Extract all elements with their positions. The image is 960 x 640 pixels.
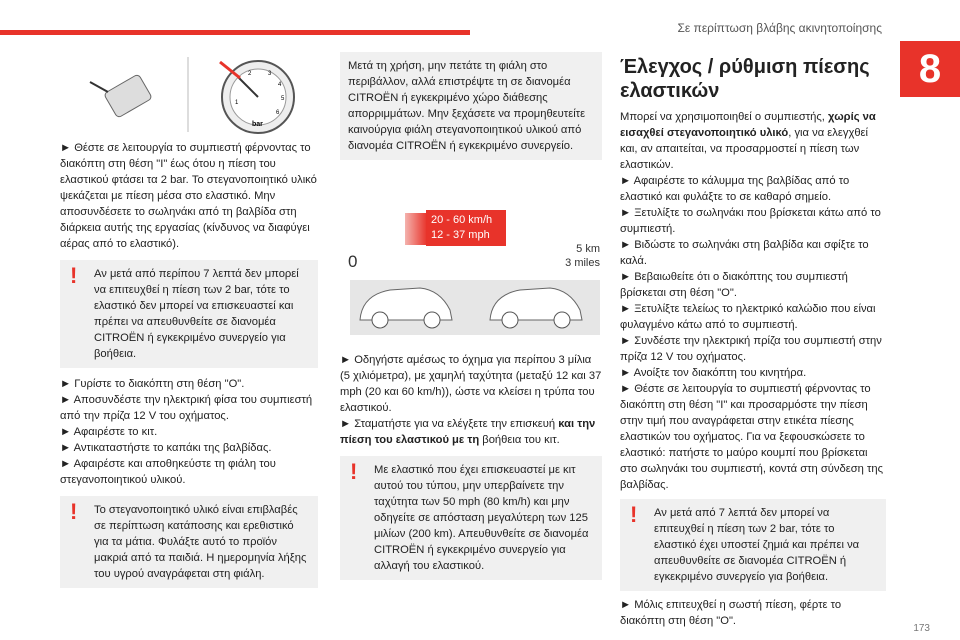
pressure-gauge-icon (220, 61, 294, 133)
step-disconnect: ► Αποσυνδέστε την ηλεκτρική φίσα του συμπιεστή από την πρίζα 12 V του οχήματος. (60, 394, 313, 422)
step-finish: ► Μόλις επιτευχθεί η σωστή πίεση, φέρτε το διακόπτη στη θέση "O". (620, 599, 842, 627)
warning-box-sealant: ! Το στεγανοποιητικό υλικό είναι επιβλαβές σε περίπτωση κατάποσης και ερεθιστικό για τα μάτια. Φυλάξτε αυτό το προϊόν μακριά από τα παιδιά. Η ημερομηνία λήξης του υγρού αναγράφεται στη φιάλη. (60, 496, 318, 588)
svg-text:4: 4 (278, 82, 282, 88)
speed-label: 20 - 60 km/h 12 - 37 mph (426, 210, 506, 246)
svg-text:5: 5 (281, 96, 285, 102)
warning-box-speed-limit: ! Με ελαστικό που έχει επισκευαστεί με κιτ αυτού του τύπου, μην υπερβαίνετε την ταχύτητα των 50 mph (80 km/h) και μην οδηγείτε σε απόσταση μεγαλύτερη των 125 μιλίων (200 km). Απευθυνθείτε σε διανομέα CITROËN ή εγκεκριμένο συνεργείο για αλλαγή του ελαστικού. (340, 456, 602, 580)
speed-arrow-icon (405, 213, 427, 245)
step-connect-plug: ► Συνδέστε την ηλεκτρική πρίζα του συμπιεστή στην πρίζα 12 V του οχήματος. (620, 335, 882, 363)
column-3 (620, 55, 886, 629)
svg-text:1: 1 (235, 100, 239, 106)
warning-icon: ! (630, 502, 638, 527)
step-adjust-pressure: ► Θέστε σε λειτουργία το συμπιεστή φέρνοντας το διακόπτη στη θέση "I" και προσαρμόστε την πίεση στην τιμή που αναγράφεται στην ετικέτα πίεσης ελαστικών του οχήματος. Για να ξεφουσκώσετε το ελαστικό: πατήστε το μαύρο κουμπί που βρίσκεται στο σωληνάκι του συμπιεστή, κοντά στη σύνδεση της βαλβίδας. (620, 383, 883, 491)
section-title: Έλεγχος / ρύθμιση πίεσης ελαστικών (620, 56, 870, 102)
svg-text:2: 2 (248, 71, 252, 77)
step-start-compressor: ► Θέστε σε λειτουργία το συμπιεστή φέρνοντας το διακόπτη στη θέση "I" έως ότου η πίεση του ελαστικού φτάσει τα 2 bar. Το στεγανοποιητικό υλικό ψεκάζεται με πίεση μέσα στο ελαστικό. Μην αποσυνδέσετε το σωληνάκι από τη βαλβίδα στη διάρκεια αυτής της εργασίας (κίνδυνος να διαφύγει αέρας από το ελαστικό). (60, 142, 317, 250)
step-ignition: ► Ανοίξτε τον διακόπτη του κινητήρα. (620, 367, 807, 379)
compressor-gauge-figure (60, 52, 320, 137)
compressor-switch-icon (90, 74, 152, 118)
header-red-bar (0, 30, 470, 35)
column-2-text (340, 352, 602, 580)
step-store-bottle: ► Αφαιρέστε και αποθηκεύστε τη φιάλη του στεγανοποιητικού υλικού. (60, 458, 276, 486)
column-1 (60, 140, 318, 588)
step-replace-cap: ► Αντικαταστήστε το καπάκι της βαλβίδας. (60, 442, 272, 454)
step-remove-kit: ► Αφαιρέστε το κιτ. (60, 426, 158, 438)
warning-icon: ! (350, 459, 358, 484)
gauge-unit-label: bar (252, 121, 263, 128)
step-screw-hose: ► Βιδώστε το σωληνάκι στη βαλβίδα και σφίξτε το καλά. (620, 239, 869, 267)
warning-icon: ! (70, 263, 78, 288)
step-unroll-cable: ► Ξετυλίξτε τελείως το ηλεκτρικό καλώδιο που είναι φυλαγμένο κάτω από το συμπιεστή. (620, 303, 876, 331)
intro-text: Μπορεί να χρησιμοποιηθεί ο συμπιεστής, χωρίς να εισαχθεί στεγανοποιητικό υλικό, για να ελεγχθεί και, αν απαιτείται, να προσαρμοστεί η πίεση των ελαστικών. (620, 111, 876, 171)
chapter-badge: 8 (900, 41, 960, 97)
end-distance: 5 km 3 miles (565, 243, 600, 269)
step-unroll-hose: ► Ξετυλίξτε το σωληνάκι που βρίσκεται κάτω από το συμπιεστή. (620, 207, 881, 235)
note-box-disposal: Μετά τη χρήση, μην πετάτε τη φιάλη στο περιβάλλον, αλλά επιστρέψτε τη σε διανομέα CITROËN ή εγκεκριμένο χώρο διάθεσης απορριμμάτων. Μην ξεχάσετε να προμηθευτείτε καινούργια φιάλη στεγανοποιητικού υλικού από διανομέα CITROËN ή εγκεκριμένο συνεργείο. (340, 52, 602, 160)
step-check-switch: ► Βεβαιωθείτε ότι ο διακόπτης του συμπιεστή βρίσκεται στη θέση "O". (620, 271, 848, 299)
warning-box-damaged-tyre: ! Αν μετά από 7 λεπτά δεν μπορεί να επιτευχθεί η πίεση των 2 bar, τότε το ελαστικό έχει υποστεί ζημιά και πρέπει να απευθυνθείτε σε διανομέα CITROËN ή εγκεκριμένο συνεργείο για βοήθεια. (620, 499, 886, 591)
step-remove-valve-cap: ► Αφαιρέστε το κάλυμμα της βαλβίδας από το ελαστικό και φυλάξτε το σε καθαρό σημείο. (620, 175, 850, 203)
step-check-repair: ► Σταματήστε για να ελέγξετε την επισκευή και την πίεση του ελαστικού με τη βοήθεια του κιτ. (340, 418, 596, 446)
step-drive: ► Οδηγήστε αμέσως το όχημα για περίπου 3 μίλια (5 χιλιόμετρα), με χαμηλή ταχύτητα (μεταξύ 12 και 37 mph (20 και 60 km/h)), ώστε να κλείσει η τρύπα του ελαστικού. (340, 354, 602, 414)
warning-box-pressure: ! Αν μετά από περίπου 7 λεπτά δεν μπορεί να επιτευχθεί η πίεση των 2 bar, τότε το ελαστικό δεν μπορεί να επισκευαστεί και πρέπει να απευθυνθείτε σε διανομέα CITROËN ή εγκεκριμένο συνεργείο για βοήθεια. (60, 260, 318, 368)
svg-text:6: 6 (276, 110, 280, 116)
page-number: 173 (913, 623, 930, 634)
page-header-title: Σε περίπτωση βλάβης ακινητοποίησης (677, 21, 882, 35)
step-switch-off: ► Γυρίστε το διακόπτη στη θέση "O". (60, 378, 245, 390)
svg-text:3: 3 (268, 71, 272, 77)
warning-icon: ! (70, 499, 78, 524)
start-distance: 0 (348, 252, 358, 271)
